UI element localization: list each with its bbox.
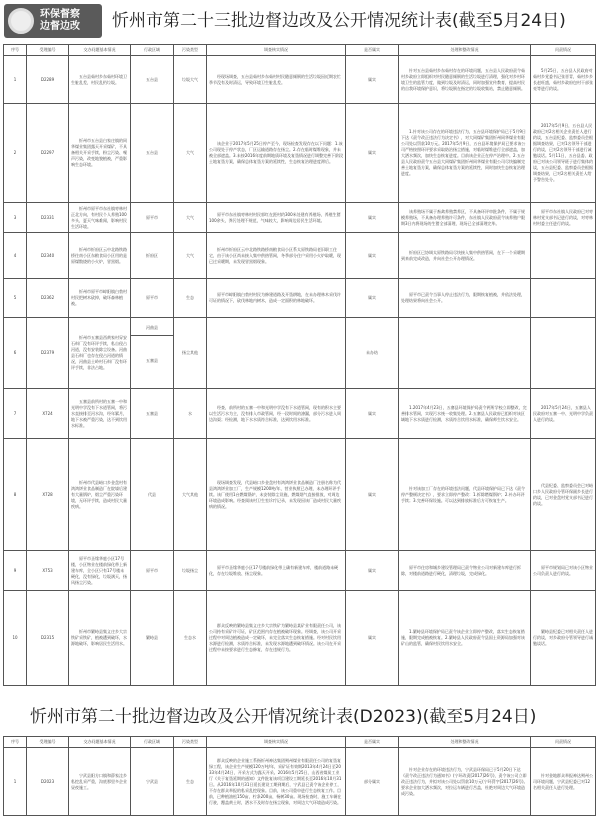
row-number: 1 [4,56,27,104]
region: 原平市 [131,203,174,233]
case-id: D2289 [27,56,69,104]
issue-description: 忻州市五台县白家庄镇的同华煤业集团露天开采煤矿，不具备相关开采手续，粉尘污染、噪声污染，改变地貌植被，严重影响生态环境。 [69,104,131,203]
header-region: 行政区域 [131,737,174,748]
region: 五台县 [131,104,174,203]
case-id: D2331 [27,203,69,233]
region: 河曲县 [131,321,173,336]
header-pollution-type: 污染类型 [174,45,207,56]
handling: 1.繁峙县环境保护局已责令该企业立即停产整改，落实生态恢复措施，限期完成植被恢复。2.繁峙县人民政府责令县国土资源局加强对该矿山的监管，确保村民饮用水安全。 [399,591,531,686]
table-row [4,748,596,816]
section-title: 忻州市第二十批边督边改及公开情况统计表(D2023)(截至5月24日) [30,707,537,727]
investigation: 经现场调查，五台县茹村乡东茹村村民随意倾倒的生活垃圾因近期农忙季节没有及时清运，导致环境卫生脏乱差。 [207,56,346,104]
table-row [4,104,596,203]
issue-description: 原平市圣缘华庭小区17号楼，小区物业在楼前绿化带上新建车库，全小区只有17号楼未硬化，没有绿化，垃圾满天，扬风扬尘污染。 [69,551,131,591]
case-id: D2315 [27,591,69,686]
verified-status: 属实 [346,389,399,439]
investigation: 原平市东社镇枣林村村民郭红在距村约300米处建有养殖场，养殖生猪100余头，粪污处理不规范，气味较大，影响周边居民生活环境。 [207,203,346,233]
row-number: 8 [4,439,27,551]
table-row [4,439,596,551]
row-number: 1 [4,748,27,816]
pollution-type: 生态 [174,279,207,318]
issue-description: 忻州市代县峪口乡金盘村有鸿鸿饼业食品制造厂在院墙后建有大量锅炉，烟尘严重污染环境，无环评手续，造成村民大量疾病。 [69,439,131,551]
verified-status: 属实 [346,56,399,104]
header-row [4,737,596,748]
investigation: 群众反映的企业施工系指忻州神达集团朔州煤业有限责任公司的复垦复绿工程，该企业生产规模120万吨/年，采矿证有效期2013年4月24日至2033年4月24日，开采方式为露天开采。2016年5月25日，山西省煤炭工业厅《关于复垦延期的通知》文件批复该项目建设工期延长至2016年10月31日。从2016年10月31日延长建设工期到期后，宁武县已责令该企业停工，不存在群众举报的私采乱挖现象。目前，该公司重申进行生态恢复工作。目前，已种植油松150亩，柠条200亩，杨树30亩。现场检查时，施工车辆在行驶，覆盖黄土时，洒水不及时存在扬尘现象，对周边大气环境造成污染。 [207,748,346,816]
row-number: 6 [4,318,27,389]
pollution-type: 水 [174,389,207,439]
accountability: 代县纪委、监察委员会已对峪口乡人民政府分管环保副乡长进行约谈，已对金盘村党支部书记进行约谈。 [531,439,596,551]
accountability [531,279,596,318]
header-case-id: 受理编号 [27,45,69,56]
handling: 1.针对该公司存在的环境违法行为，五台县环境保护局已于5月9日下达《责令改正违法行为决定书》，对大同煤矿集团忻州同华煤业有限公司处以罚款10万元。2017年5月9日，五台县环境保护局已要求该公司严格按照环评要求采取防治扬尘措施，对临时煤堆进行全部遮盖，加大洒水频次，加快生态恢复进度。目前该企业正在停产治理中。2.五台县人民政府责令五台县大同煤矿集团忻州同华煤业有限公司尽快编制完善土地复垦方案，确保总体复垦方案的延续性，同时加快生态恢复治理进度。 [399,104,531,203]
verified-status: 属实 [346,551,399,591]
header-row-number: 序号 [4,737,27,748]
region: 宁武县 [131,748,174,816]
header-verified-status: 是否属实 [346,45,399,56]
case-id: D2340 [27,233,69,279]
header-issue-description: 交办问题基本情况 [69,45,131,56]
header-handling: 处理和整改情况 [399,737,531,748]
table-20th-batch [3,736,596,816]
header-row-number: 序号 [4,45,27,56]
verified-status: 属实 [346,233,399,279]
row-number: 10 [4,591,27,686]
pollution-type: 大气 [174,203,207,233]
row-number: 3 [4,203,27,233]
investigation: 原平市圣缘华庭小区17号楼前绿化带上确有新建车库，楼前道路未硬化，存在垃圾堆放、扬尘现象。 [207,551,346,591]
handling: 1.2017年4月23日，五寨县环境保护局责令两所学校立即整改，完善排水管网，实现污水统一收集处理。2.五寨县人民政府已组织对该区域地下水水质进行检测，水质符合饮用水标准，确保师生饮水安全。 [399,389,531,439]
region-secondary: 五寨县 [146,357,158,363]
issue-description: 忻州市忻府区云中北路铁路桥往南小区东粮食局小区用的是原煤散烧的小火炉，冒黑烟。 [69,233,131,279]
accountability: 原平市规划局已对该小区物业公司负责人进行约谈。 [531,551,596,591]
header-case-id: 受理编号 [27,737,69,748]
region: 原平市 [131,279,174,318]
region [131,318,174,389]
header-verified-status: 是否属实 [346,737,399,748]
issue-description: 宁武县阳方口镇和薛家洼乡私挖乱采严重，沟底那里多企业昼夜施工。 [69,748,131,816]
table-row [4,389,596,439]
accountability [531,233,596,279]
table-row [4,233,596,279]
verified-status: 部分属实 [346,748,399,816]
handling: 针对五台县茹村乡东茹村存在的环境问题，五台县人民政府责令茹村乡政府立即组织对村民随意倾倒的生活垃圾进行清理，强化对乡村环境卫生的监管力度，做到垃圾及时清运，同时加强宣传教育，提高村民的自我环境保护意识，将垃圾倒在指定的垃圾收集站，禁止随意倾倒。 [399,56,531,104]
header-row [4,45,596,56]
header-pollution-type: 污染类型 [174,737,207,748]
magnifier-icon [8,8,34,34]
row-number: 2 [4,104,27,203]
verified-status: 属实 [346,104,399,203]
logo [4,4,102,38]
pollution-type: 大气其他 [174,439,207,551]
handling: 原平市住房和城乡建设管理局已责令物业公司对新建车库进行拆除，对楼前道路进行硬化，清理垃圾，完成绿化。 [399,551,531,591]
case-id: X753 [27,551,69,591]
handling: 忻府区已协调太原铁路局尽快接入集中供热管网，在下一个采暖期到来前完成改造，并向社会公开办理情况。 [399,233,531,279]
issue-description: 五台县茹村乡东茹村环境卫生脏乱差，村民乱扔垃圾。 [69,56,131,104]
case-id: X724 [27,389,69,439]
logo-line1: 环保督察 [40,9,80,20]
pollution-type: 扬尘其他 [174,318,207,389]
case-id: D2362 [27,279,69,318]
table-row [4,551,596,591]
header-accountability: 问责情况 [531,737,596,748]
verified-status: 属实 [346,279,399,318]
table-row [4,56,596,104]
handling: 针对企业存在的环境违法行为，宁武县环保局已于5月20日下达《责令改正违法行为通知书》(宁环改责[2017]26号)，责令该公司立即改正违法行为，并拟对该公司处以罚款10万元(宁环罚字[2017]26号)。要求企业加大洒水频次，对拉运车辆进行苫盖，杜绝对周边大气环境造成污染。 [399,748,531,816]
investigation [207,318,346,389]
region: 原平市 [131,551,174,591]
pollution-type: 生态水 [174,591,207,686]
region: 代县 [131,439,174,551]
pollution-type: 大气 [174,104,207,203]
accountability: 2017年5月9日，五台县人民政府已对2名相关企业责任人进行约谈，五台县纪委、监察委员会根据调查结果，已对1名领导干部进行约谈，已对2名领导干部进行诫勉谈话。5月11日，五台县委、政府已对该公司领导班子进行集体约谈，五台县纪委、监察委员会根据调查结果，已对2名相关责任人给予警告处分。 [531,104,596,203]
accountability: 2017年5月24日，五寨县人民政府对五寨一中、光明中学负责人进行约谈。 [531,389,596,439]
investigation: 群众反映的繁峙县集义庄乡大宗铁矿为繁峙县某矿业有限责任公司，该公司持有采矿许可证，矿区范围内存在植被破坏现象。经调查，该公司开采过程中对周边植被造成一定破坏，未完全落实生态恢复措施。经对村民饮用水源进行检测，水质符合标准，未发现水源地遭到破坏情况。该公司在开采过程中未按要求进行生态修复，存在违规行为。 [207,591,346,686]
investigation: 忻州市忻府区云中北路铁路桥南粮食局小区系太原铁路局老旧职工住宅，由于该小区尚未接入集中供热管网，冬季部分住户采用小火炉取暖，现已过采暖期，未发现冒黑烟现象。 [207,233,346,279]
handling: 针对该加工厂存在的环境违法问题，代县环境保护局已下达《责令停产整顿决定书》，要求立即停产整改：1.拆除燃煤锅炉；2.补办环评手续；3.完善环保设施。可以达到排放标准后方可恢复生产。 [399,439,531,551]
row-number: 7 [4,389,27,439]
header-region: 行政区域 [131,45,174,56]
accountability: 针对金地群众举报神达朔州公司环境问题，宁武县纪委已对12名相关责任人进行处理。 [531,748,596,816]
header-accountability: 问责情况 [531,45,596,56]
verified-status: 属实 [346,203,399,233]
issue-description: 忻州市繁峙县集义庄乡大宗铁矿采铁矿，植被遭到破坏，水源地破坏，影响居民生活用水。 [69,591,131,686]
table-row [4,591,596,686]
investigation: 现场调查发现，代县峪口乡金盘村有鸿鸿饼业食品制造厂注册名称为代县鸿鸿饼业加工厂，生产规模1200吨/年，营业执照已办理，未办理环评手续。该厂使用1台燃煤锅炉，未安装除尘设施，燃煤烟气直接排放，对周边环境造成影响。经查阅该村卫生室诊疗记录，未发现因该厂造成村民大量疾病的情况。 [207,439,346,551]
investigation: 经查，前所村的五寨一中和光明中学没有下水道管网，现有的积水主要以生活污水为主，没有排入市政管网，经一段时间的渗漏，部分污水进入周边沟渠；经检测，地下水水质符合标准，达到饮用水标准。 [207,389,346,439]
investigation: 该企业于2017年5月25日停产至今，现场检查发现存在以下问题：1.该公司现处于停产状态，厂区运输道路存在扬尘。2.存在临时煤堆现象，并未被全部遮盖。3.未按2016年度前期地质环境及复垦情况进行调整完善下阶段土地复垦方案，确保总体复垦方案的延续性，生态恢复治理进度滞后。 [207,104,346,203]
header-handling: 处理和整改情况 [399,45,531,56]
table-23rd-batch [3,44,596,686]
verified-status: 属实 [346,591,399,686]
handling: 原平市已责令当事人停止违法行为，限期恢复植被，并依法处理，处理结果将向社会公开。 [399,279,531,318]
accountability: 5月25日，五台县人民政府对茹村乡党委书记张晋青，茹村乡乡长赵旺盛，茹村乡政府包村干部张亮等进行约谈。 [531,56,596,104]
issue-description: 五寨县前所村的五寨一中和光明中学没有下水道管网，将污水直接排至河水沟，经年累月，地下水被严重污染，达不到饮用水标准。 [69,389,131,439]
row-number: 9 [4,551,27,591]
issue-description: 忻州市五寨县西黄家村穿安石料厂没有环评手续，私自侵占河道，没有安装除尘设备。河曲县石料厂也存在侵占河道的情况，河曲县土岭村石料厂没有环评手续，非法占地。 [69,318,131,389]
verified-status: 未办结 [346,318,399,389]
page-title: 忻州市第二十三批边督边改及公开情况统计表(截至5月24日) [112,11,566,31]
verified-status: 属实 [346,439,399,551]
issue-description: 忻州市原平市崞阳镇白勃村村民把树木砍掉，破坏森林植被。 [69,279,131,318]
investigation: 原平市崞阳镇白勃村村民为修建道路及开垦耕地，在未办理林木采伐许可证的情况下，砍伐林地内树木，造成一定面积的林地破坏。 [207,279,346,318]
case-id: D2023 [27,748,69,816]
accountability: 原平市东社镇人民政府已对枣林村党支部书记进行约谈，对枣林村村委主任进行约谈。 [531,203,596,233]
table-row [4,318,596,389]
region: 忻府区 [131,233,174,279]
region: 五寨县 [131,389,174,439]
region: 繁峙县 [131,591,174,686]
handling: 该养殖场不属于畜禽养殖禁养区，不具备环评审批条件，不属于规模养殖场，不具备办理养殖许可条件，东社镇人民政府责令该养殖户限期3日内将现场的生猪全部清理，现场已全部清理完毕。 [399,203,531,233]
pollution-type: 垃圾大气 [174,56,207,104]
header-investigation: 调查核实情况 [207,737,346,748]
table-row [4,279,596,318]
table-row [4,203,596,233]
case-id: D2297 [27,104,69,203]
accountability: 繁峙县纪委已对相关责任人进行约谈，对乡政府分管领导进行诫勉谈话。 [531,591,596,686]
pollution-type: 大气 [174,233,207,279]
logo-line2: 边督边改 [40,21,80,32]
handling [399,318,531,389]
header-issue-description: 交办问题基本情况 [69,737,131,748]
pollution-type: 垃圾扬尘 [174,551,207,591]
header-investigation: 调查核实情况 [207,45,346,56]
issue-description: 忻州市原平市东社镇枣林村正北方向，有村民个人养殖100多头，夏天气味难闻，影响村民生活环境。 [69,203,131,233]
case-id: X728 [27,439,69,551]
accountability [531,318,596,389]
pollution-type: 生态 [174,748,207,816]
case-id: D2379 [27,318,69,389]
region: 五台县 [131,56,174,104]
row-number: 4 [4,233,27,279]
row-number: 5 [4,279,27,318]
